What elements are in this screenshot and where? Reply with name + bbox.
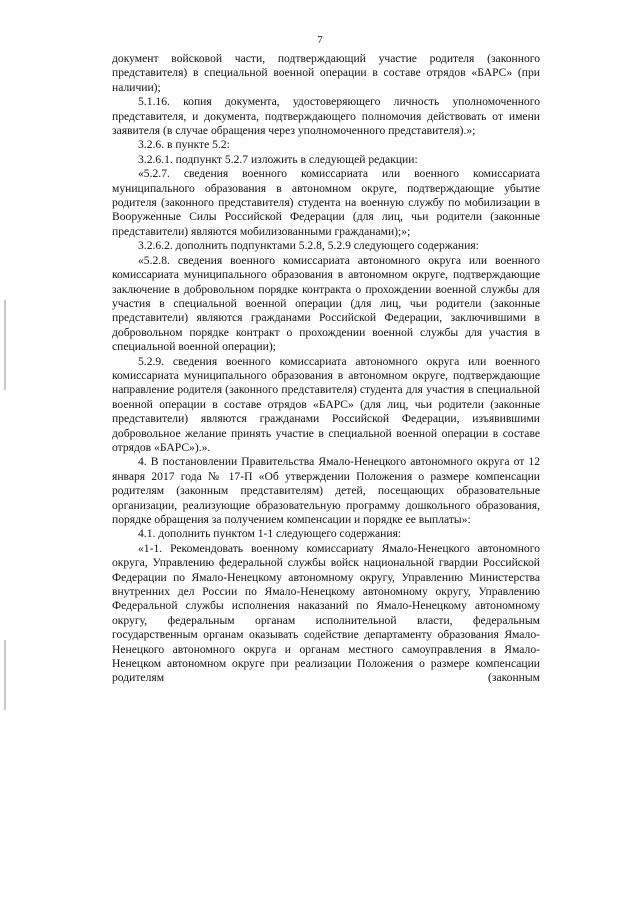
paragraph: 3.2.6. в пункте 5.2: bbox=[138, 138, 230, 152]
paragraph: «5.2.8. сведения военного комиссариата автономного округа или военного комиссариата муниципального образования в автономном округе, подтверждающие заключение в добровольном порядке контракта о прохождении военной службы для участия в специальной военной операции (для лиц, чьи родители (законные представители) являются гражданами Российской Федерации, заключившими в добровольном порядке контракт о прохождении военной службы для участия в специальной военной операции); bbox=[112, 253, 540, 354]
paragraph: документ войсковой части, подтверждающий участие родителя (законного представителя) в специальной военной операции в составе отрядов «БАРС» (при наличии); bbox=[112, 52, 540, 94]
paragraph: 4. В постановлении Правительства Ямало-Ненецкого автономного округа от 12 января 2017 года № 17-П «Об утверждении Положения о размере компенсации родителям (законным представителям) детей, посещающих образовательные организации, реализующие образовательную программу дошкольного образования, порядке обращения за получением компенсации и порядке ее выплаты»: bbox=[112, 455, 540, 526]
scan-margin-mark bbox=[4, 300, 6, 390]
paragraph: 3.2.6.1. подпункт 5.2.7 изложить в следующей редакции: bbox=[138, 152, 418, 166]
paragraph: 4.1. дополнить пунктом 1-1 следующего содержания: bbox=[138, 527, 402, 541]
paragraph: 5.1.16. копия документа, удостоверяющего личность уполномоченного представителя, и документа, подтверждающего полномочия действовать от имени заявителя (в случае обращения через уполномоченного представителя).»; bbox=[112, 95, 540, 138]
paragraph: 3.2.6.2. дополнить подпунктами 5.2.8, 5.2.9 следующего содержания: bbox=[138, 239, 479, 253]
scan-margin-mark bbox=[4, 640, 6, 710]
page-number: 7 bbox=[317, 34, 323, 46]
paragraph: 5.2.9. сведения военного комиссариата автономного округа или военного комиссариата муниципального образования в автономном округе, подтверждающие направление родителя (законного представителя) студента для участия в специальной военной операции в составе отрядов «БАРС» (для лиц, чьи родители (законные представители) являются гражданами Российской Федерации, изъявившими добровольное желание принять участие в специальной военной операции в составе отрядов «БАРС»).». bbox=[112, 354, 540, 454]
document-body bbox=[112, 52, 540, 686]
paragraph: «1-1. Рекомендовать военному комиссариату Ямало-Ненецкого автономного округа, Управлению федеральной службы войск национальной гвардии Российской Федерации по Ямало-Ненецкому автономному округу, Управлению Министерства внутренних дел России по Ямало-Ненецкому автономному округу, Управлению Федеральной службы исполнения наказаний по Ямало-Ненецкому автономному округу, федеральным органам исполнительной власти, федеральным государственным органам оказывать содействие департаменту образования Ямало-Ненецкого автономного округа и органам местного самоуправления в Ямало-Ненецком автономном округе при реализации Положения о размере компенсации родителям (законным bbox=[112, 541, 540, 685]
paragraph: «5.2.7. сведения военного комиссариата или военного комиссариата муниципального образования в автономном округе, подтверждающие убытие родителя (законного представителя) студента на военную службу по мобилизации в Вооруженные Силы Российской Федерации (для лиц, чьи родители (законные представители) являются мобилизованными гражданами);»; bbox=[112, 167, 540, 238]
